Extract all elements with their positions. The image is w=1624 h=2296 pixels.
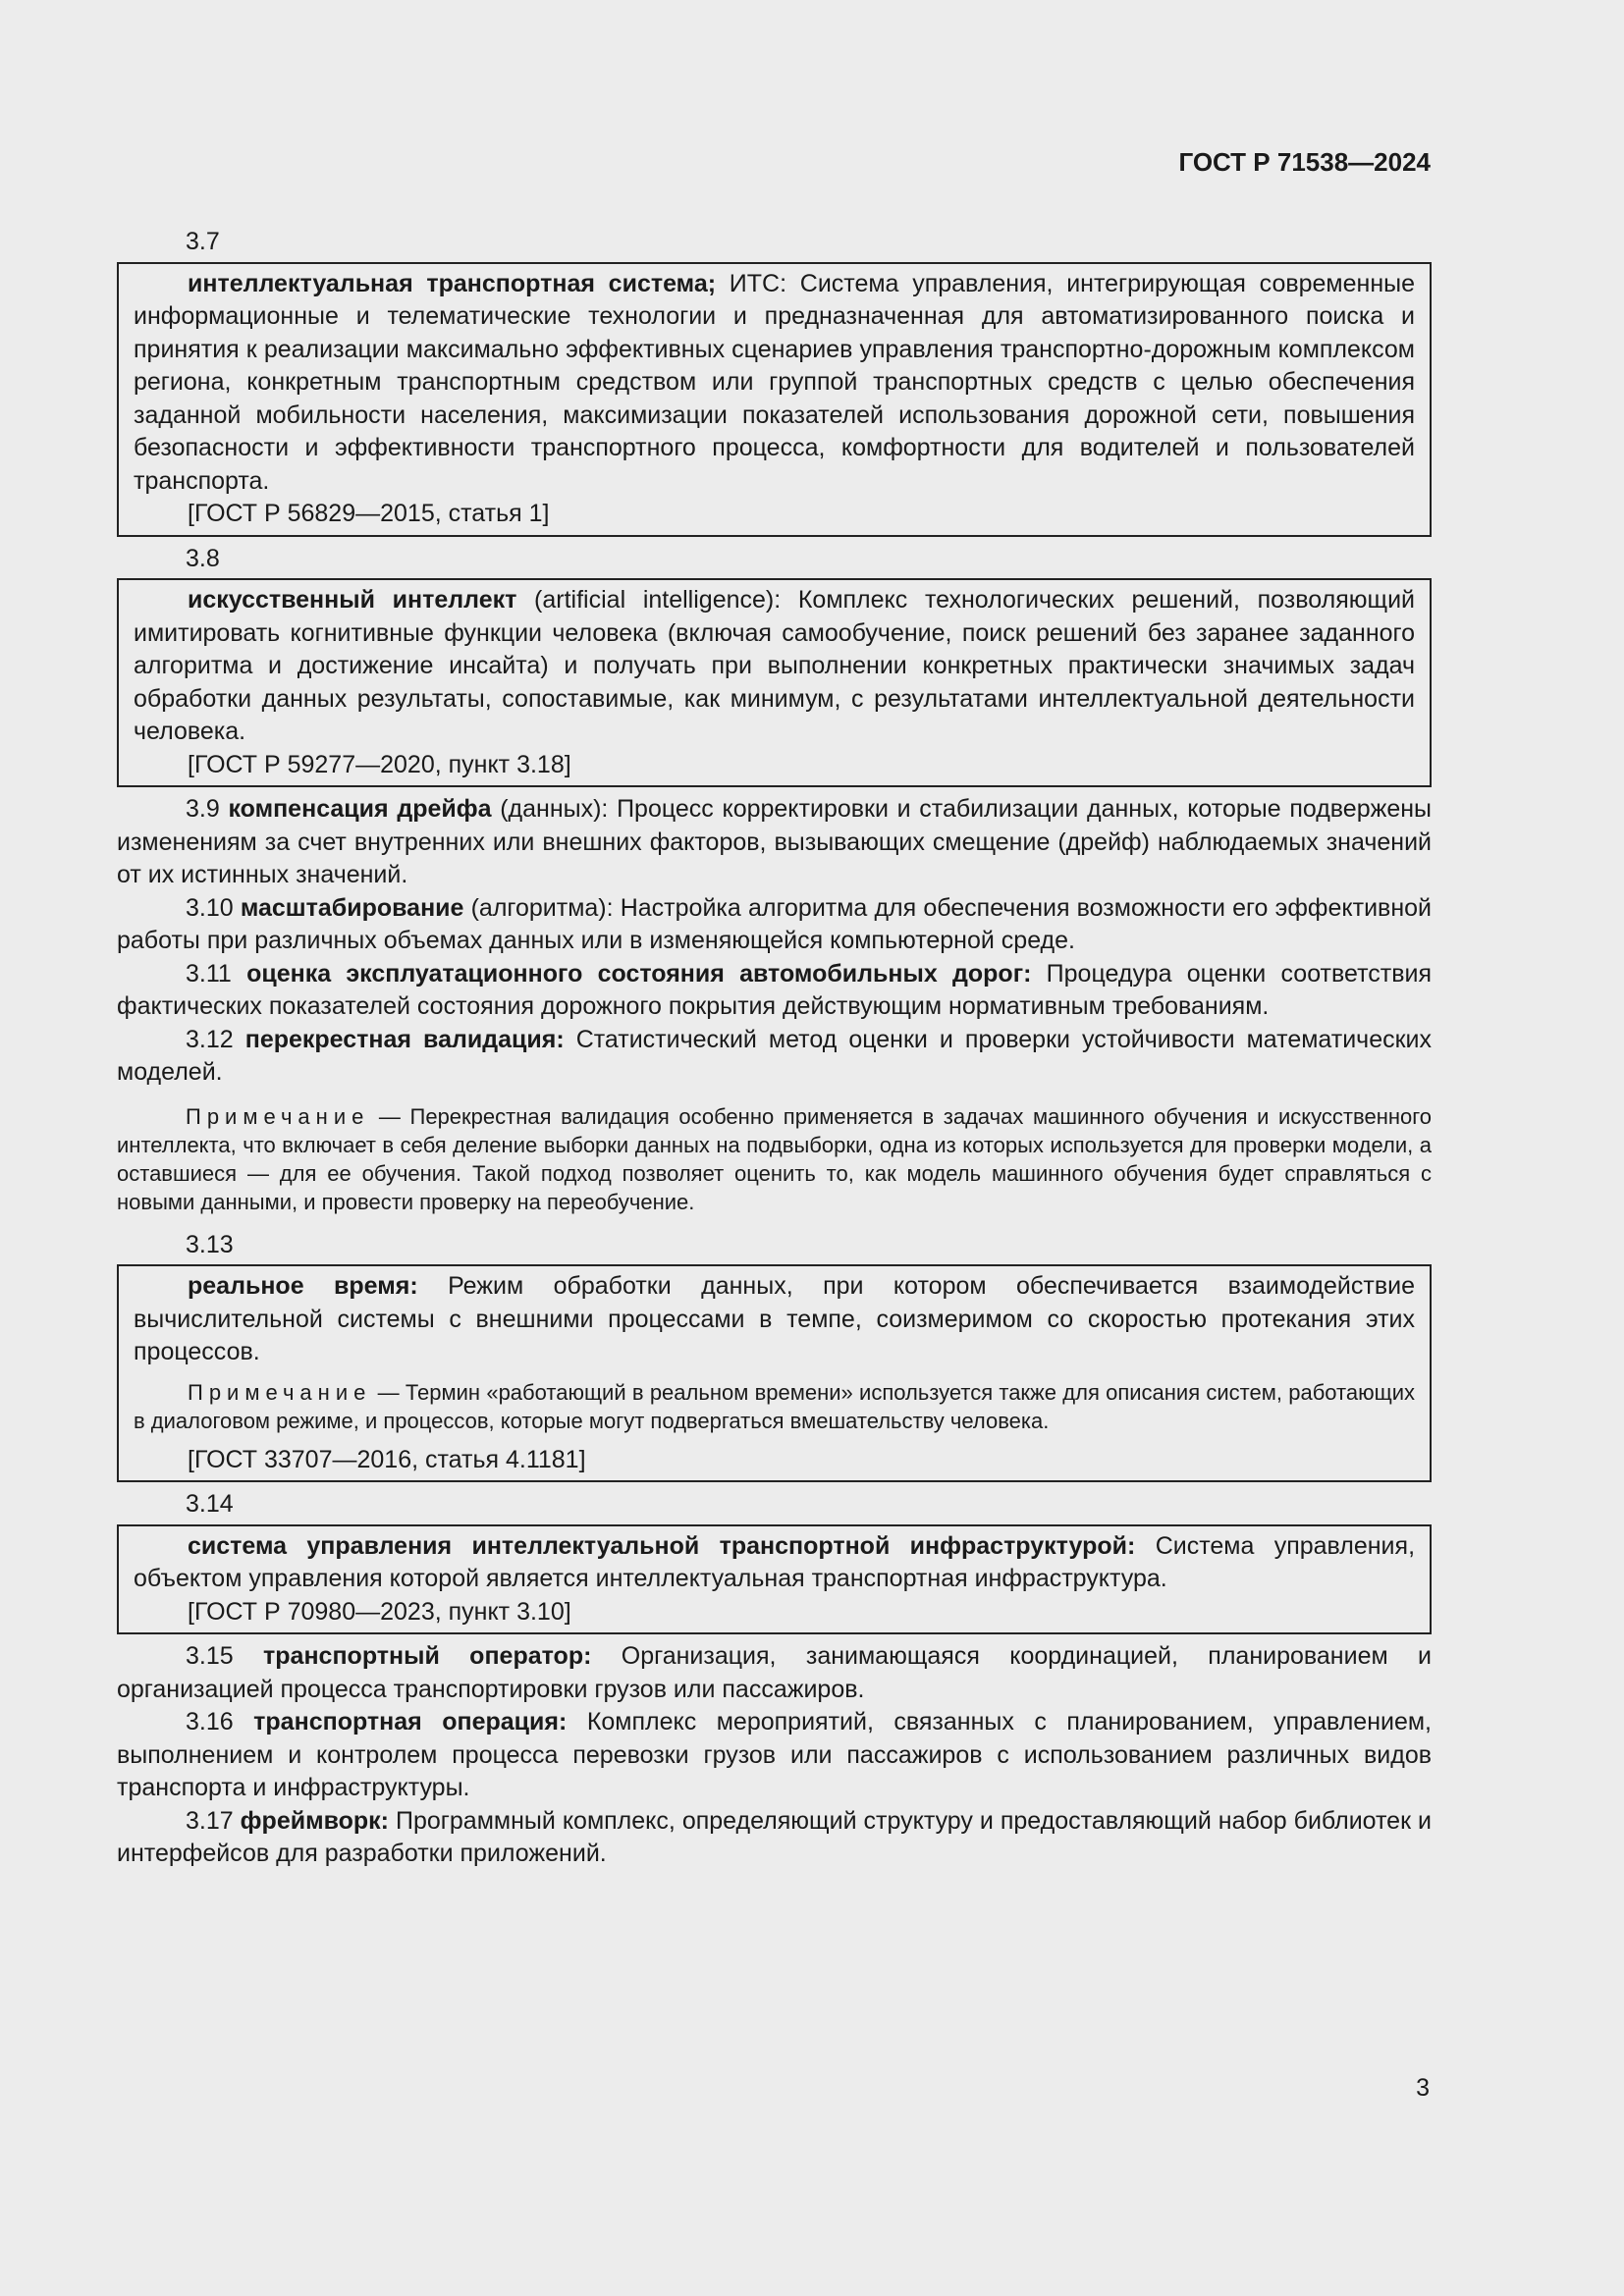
term-name: транспортный оператор: [263, 1642, 592, 1670]
term-text: Процедура оценки соответствия фактических показателей состояния дорожного покрытия действующим нормативным требованиям. [117, 959, 1432, 1020]
term-3-9 [117, 793, 1432, 892]
term-text: Организация, занимающаяся координацией, планированием и организацией процесса транспортировки грузов или пассажиров. [117, 1642, 1432, 1703]
term-name: оценка эксплуатационного состояния автомобильных дорог: [246, 959, 1032, 988]
term-text: Режим обработки данных, при котором обеспечивается взаимодействие вычислительной системы с внешними процессами в темпе, соизмеримом со скоростью протекания этих процессов. [134, 1272, 1415, 1365]
term-number: 3.14 [186, 1490, 234, 1518]
note-text: — Термин «работающий в реальном времени» используется также для описания систем, работающих в диалоговом режиме, и процессов, которые могут подвергаться вмешательству человека. [134, 1379, 1415, 1433]
term-box-3-8 [117, 578, 1432, 787]
term-number: 3.9 [186, 795, 220, 823]
note-text: — Перекрестная валидация особенно применяется в задачах машинного обучения и искусственного интеллекта, что включает в себя деление выборки данных на подвыборки, одна из которых используется для проверки модели, а оставшиеся — для ее обучения. Такой подход позволяет оценить то, как модель машинного обучения будет справляться с новыми данными, и провести проверку на переобучение. [117, 1103, 1432, 1214]
term-3-11 [117, 958, 1432, 1024]
term-3-10 [117, 892, 1432, 958]
term-3-17 [117, 1805, 1432, 1871]
standard-designation: ГОСТ Р 71538—2024 [1178, 147, 1431, 177]
term-definition [134, 268, 1415, 499]
term-number: 3.17 [186, 1806, 234, 1835]
term-name: масштабирование [240, 893, 464, 922]
term-3-15 [117, 1640, 1432, 1706]
term-3-16 [117, 1706, 1432, 1805]
term-name: транспортная операция: [253, 1708, 568, 1735]
term-number: 3.8 [186, 544, 220, 572]
term-number: 3.16 [186, 1708, 234, 1735]
term-text: (artificial intelligence): Комплекс технологических решений, позволяющий имитировать когнитивные функции человека (включая самообучение, поиск решений без заранее заданного алгоритма и достижение инсайта) и получать при выполнении конкретных практически значимых задач обработки данных результаты, сопоставимые, как минимум, с результатами интеллектуальной деятельности человека. [134, 586, 1415, 745]
term-name: искусственный интеллект [188, 586, 517, 614]
note-label: Примечание [188, 1379, 372, 1405]
term-number: 3.7 [186, 228, 220, 255]
term-name: фреймворк: [240, 1806, 390, 1835]
term-text: Система управления, объектом управления которой является интеллектуальная транспортная инфраструктура. [134, 1531, 1416, 1592]
term-box-3-14 [117, 1524, 1432, 1635]
term-number: 3.12 [186, 1025, 234, 1053]
term-definition [134, 1530, 1415, 1596]
term-text: ИТС: Система управления, интегрирующая современные информационные и телематические технологии и предназначенная для автоматизированного поиска и принятия к реализации максимально эффективных сценариев управления транспортно-дорожным комплексом региона, конкретным транспортным средством или группой транспортных средств с целью обеспечения заданной мобильности населения, максимизации показателей использования дорожной сети, повышения безопасности и эффективности транспортного процесса, комфортности для водителей и пользователей транспорта. [134, 269, 1416, 495]
term-text: (данных): Процесс корректировки и стабилизации данных, которые подвержены изменениям за счет внутренних или внешних факторов, вызывающих смещение (дрейф) наблюдаемых значений от их истинных значений. [117, 795, 1433, 888]
term-source: [ГОСТ Р 56829—2015, статья 1] [188, 500, 550, 527]
term-definition [134, 584, 1415, 749]
term-text: Программный комплекс, определяющий структуру и предоставляющий набор библиотек и интерфейсов для разработки приложений. [117, 1806, 1432, 1867]
term-text: Комплекс мероприятий, связанных с планированием, управлением, выполнением и контролем процесса перевозки грузов или пассажиров с использованием различных видов транспорта и инфраструктуры. [117, 1708, 1433, 1801]
term-number: 3.11 [186, 959, 232, 988]
term-name: перекрестная валидация: [244, 1025, 565, 1053]
term-3-12 [117, 1024, 1432, 1090]
term-definition [134, 1270, 1415, 1369]
term-source: [ГОСТ Р 70980—2023, пункт 3.10] [188, 1597, 571, 1626]
term-box-3-13 [117, 1264, 1432, 1482]
term-name: интеллектуальная транспортная система; [188, 269, 717, 297]
page-number: 3 [1416, 2074, 1430, 2102]
term-number: 3.15 [186, 1642, 234, 1670]
term-text: (алгоритма): Настройка алгоритма для обеспечения возможности его эффективной работы при различных объемах данных или в изменяющейся компьютерной среде. [117, 893, 1432, 954]
term-name: реальное время: [188, 1272, 418, 1300]
term-source: [ГОСТ Р 59277—2020, пункт 3.18] [188, 750, 571, 778]
term-source: [ГОСТ 33707—2016, статья 4.1181] [188, 1445, 586, 1473]
term-text: Статистический метод оценки и проверки устойчивости математических моделей. [117, 1025, 1433, 1086]
term-name: система управления интеллектуальной транспортной инфраструктурой: [188, 1531, 1136, 1560]
note-label: Примечание [186, 1103, 370, 1129]
term-number: 3.13 [186, 1230, 234, 1258]
note-3-12 [117, 1102, 1432, 1216]
terms-section [117, 224, 1432, 1871]
term-number: 3.10 [186, 893, 234, 922]
note-3-13 [134, 1378, 1415, 1435]
term-name: компенсация дрейфа [228, 795, 492, 823]
term-box-3-7 [117, 262, 1432, 537]
